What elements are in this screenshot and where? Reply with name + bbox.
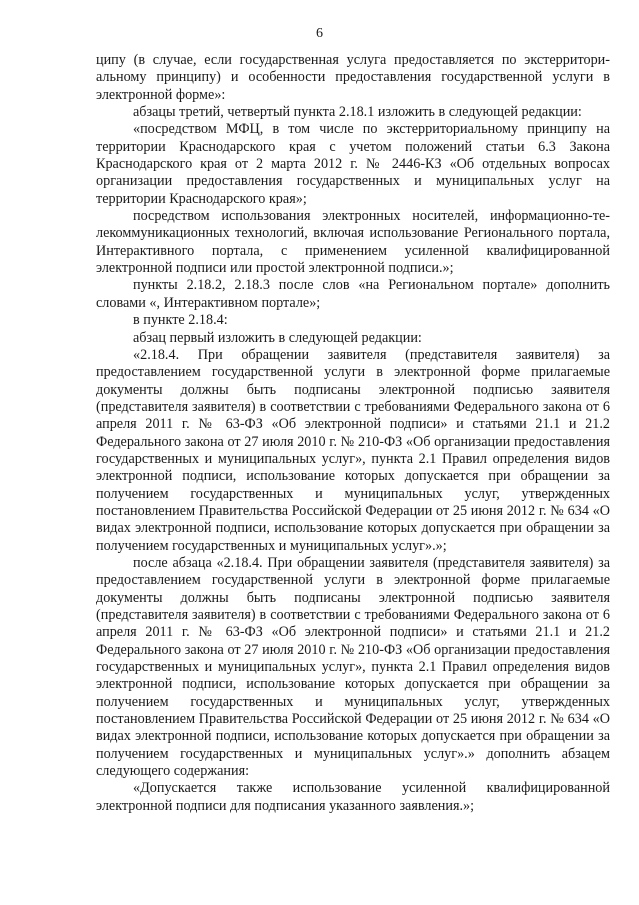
paragraph: после абзаца «2.18.4. При обращении заявителя (представителя заявителя) за предоставлением государственной услуги в электронной форме прилагаемые документы должны быть подписаны электронной подписью заявителя (представителя заявителя) в соответствии с требованиями Федерального закона от 6 апреля 2011 г. № 63-ФЗ «Об электронной подписи» и статьями 21.1 и 21.2 Федерального закона от 27 июля 2010 г. № 210-ФЗ «Об организации предоставления государственных и муниципальных услуг», пункта 2.1 Правил определения видов электронной подписи, использование которых допускается при обращении за получением государственных и муниципальных услуг, утвержденных постановлением Правительства Российской Федерации от 25 июня 2012 г. № 634 «О видах электронной подписи, использование которых допускается при обращении за получением государственных и муниципальных услуг».» дополнить абзацем следующего содержания: <box>96 554 610 780</box>
paragraph: абзац первый изложить в следующей редакции: <box>133 329 422 346</box>
paragraph: посредством использования электронных носителей, информационно-телекоммуникационных технологий, включая использование Регионального портала, Интерактивного портала, с применением усиленной квалифицированной электронной подписи или простой электронной подписи.»; <box>96 208 610 277</box>
paragraph: «Допускается также использование усиленной квалифицированной электронной подписи для подписания указанного заявления.»; <box>96 780 610 814</box>
paragraph: в пункте 2.18.4: <box>133 312 228 329</box>
paragraph: «2.18.4. При обращении заявителя (представителя заявителя) за предоставлением государственной услуги в электронной форме прилагаемые документы должны быть подписаны электронной подписью заявителя (представителя заявителя) в соответствии с требованиями Федерального закона от 6 апреля 2011 г. № 63-ФЗ «Об электронной подписи» и статьями 21.1 и 21.2 Федерального закона от 27 июля 2010 г. № 210-ФЗ «Об организации предоставления государственных и муниципальных услуг», пункта 2.1 Правил определения видов электронной подписи, использование которых допускается при обращении за получением государственных и муниципальных услуг, утвержденных постановлением Правительства Российской Федерации от 25 июня 2012 г. № 634 «О видах электронной подписи, использование которых допускается при обращении за получением государственных и муниципальных услуг».»; <box>96 346 610 554</box>
page-number: 6 <box>316 26 323 41</box>
paragraph: ципу (в случае, если государственная услуга предоставляется по экстерриториальному принципу) и особенности предоставления государственной услуги в электронной форме»: <box>96 52 610 103</box>
document-body <box>96 52 610 815</box>
paragraph: абзацы третий, четвертый пункта 2.18.1 изложить в следующей редакции: <box>133 104 582 121</box>
paragraph: «посредством МФЦ, в том числе по экстерриториальному принципу на территории Краснодарского края с учетом положений статьи 6.3 Закона Краснодарского края от 2 марта 2012 г. № 2446-КЗ «Об отдельных вопросах организации предоставления государственных и муниципальных услуг на территории Краснодарского края»; <box>96 121 610 207</box>
paragraph: пункты 2.18.2, 2.18.3 после слов «на Региональном портале» дополнить словами «, Интерактивном портале»; <box>96 277 610 311</box>
